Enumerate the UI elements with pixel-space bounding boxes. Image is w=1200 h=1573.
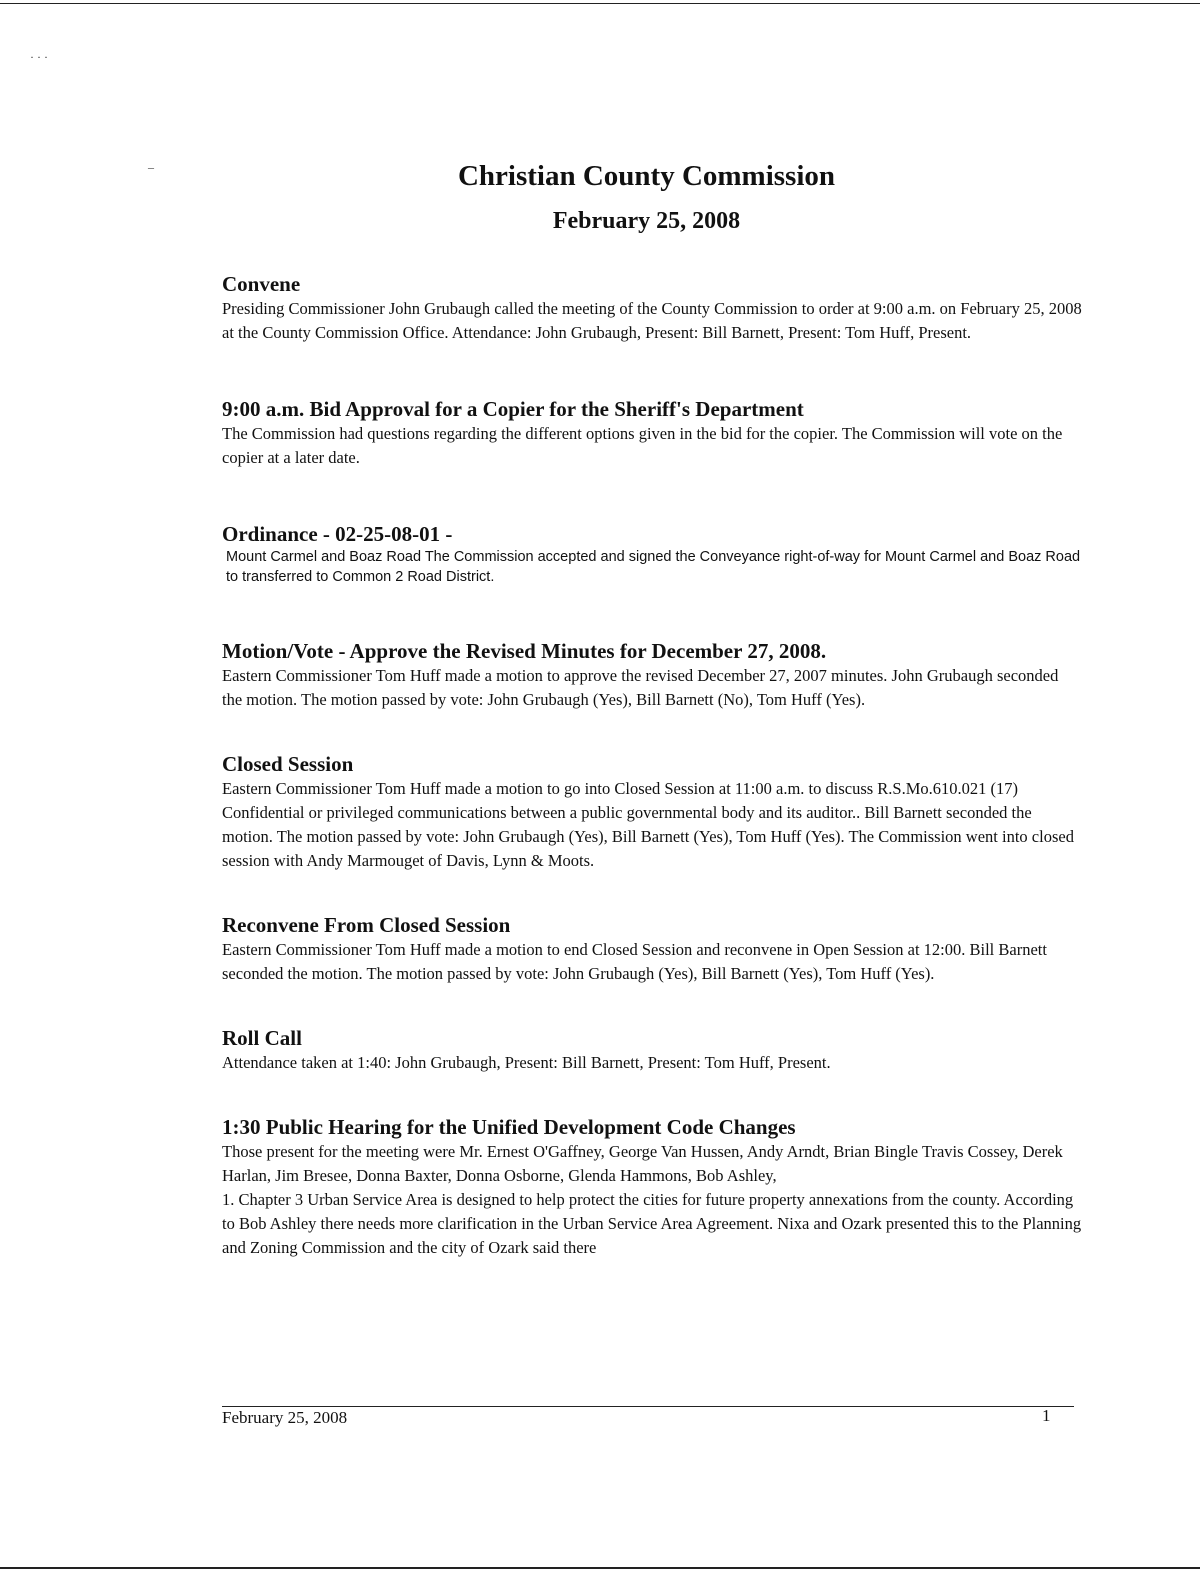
section-heading: Roll Call [222, 1026, 302, 1050]
scan-bottom-edge [0, 1567, 1200, 1569]
section-motion-vote [222, 639, 1082, 712]
section-text: Eastern Commissioner Tom Huff made a motion to end Closed Session and reconvene in Open Session at 12:00. Bill Barnett seconded the motion. The motion passed by vote: John Grubaugh (Yes), Bill Barnett (Yes), Tom Huff (Yes). [222, 940, 1047, 983]
section-text: Presiding Commissioner John Grubaugh called the meeting of the County Commission to order at 9:00 a.m. on February 25, 2008 at the County Commission Office. Attendance: John Grubaugh, Present: Bill Barnett, Present: Tom Huff, Present. [222, 299, 1082, 342]
section-heading: Closed Session [222, 752, 354, 776]
section-reconvene [222, 913, 1082, 986]
section-ordinance [222, 522, 1082, 587]
section-text: Those present for the meeting were Mr. Ernest O'Gaffney, George Van Hussen, Andy Arndt, Brian Bingle Travis Cossey, Derek Harlan, Jim Bresee, Donna Baxter, Donna Osborne, Glenda Hammons, Bob Ashley, [222, 1142, 1063, 1185]
section-text: Attendance taken at 1:40: John Grubaugh, Present: Bill Barnett, Present: Tom Huff, Present. [222, 1053, 831, 1072]
section-heading: Reconvene From Closed Session [222, 913, 511, 937]
section-heading: Motion/Vote - Approve the Revised Minutes for December 27, 2008. [222, 639, 827, 663]
section-closed-session [222, 752, 1082, 873]
section-heading: 1:30 Public Hearing for the Unified Development Code Changes [222, 1115, 796, 1139]
section-text: Eastern Commissioner Tom Huff made a motion to go into Closed Session at 11:00 a.m. to discuss R.S.Mo.610.021 (17) Confidential or privileged communications between a public governmental body and its auditor.. Bill Barnett seconded the motion. The motion passed by vote: John Grubaugh (Yes), Bill Barnett (Yes), Tom Huff (Yes). The Commission went into closed session with Andy Marmouget of Davis, Lynn & Moots. [222, 779, 1074, 870]
scan-noise-mark: · · · [30, 50, 48, 64]
document-title: Christian County Commission [457, 160, 836, 192]
section-text: Mount Carmel and Boaz Road The Commission accepted and signed the Conveyance right-of-way for Mount Carmel and Boaz Road to transferred to Common 2 Road District. [226, 549, 1081, 585]
scan-noise-mark: – [148, 160, 154, 174]
scan-top-edge [0, 3, 1200, 4]
section-bid-approval [222, 397, 1082, 470]
section-heading: Ordinance - 02-25-08-01 - [222, 522, 453, 546]
footer-rule [222, 1406, 1074, 1407]
section-heading: Convene [222, 272, 301, 296]
section-public-hearing [222, 1115, 1082, 1260]
document-date: February 25, 2008 [552, 208, 741, 234]
section-convene [222, 272, 1082, 345]
section-text-item-1: 1. Chapter 3 Urban Service Area is designed to help protect the cities for future property annexations from the county. According to Bob Ashley there needs more clarification in the Urban Service Area Agreement. Nixa and Ozark presented this to the Planning and Zoning Commission and the city of Ozark said there [222, 1190, 1082, 1257]
minutes-body [222, 272, 1082, 1260]
footer-date: February 25, 2008 [222, 1408, 348, 1427]
section-text: The Commission had questions regarding the different options given in the bid for the copier. The Commission will vote on the copier at a later date. [222, 424, 1063, 467]
section-roll-call [222, 1026, 1082, 1075]
section-heading: 9:00 a.m. Bid Approval for a Copier for the Sheriff's Department [222, 397, 804, 421]
page-number: 1 [1042, 1406, 1051, 1425]
section-text: Eastern Commissioner Tom Huff made a motion to approve the revised December 27, 2007 minutes. John Grubaugh seconded the motion. The motion passed by vote: John Grubaugh (Yes), Bill Barnett (No), Tom Huff (Yes). [222, 666, 1059, 709]
